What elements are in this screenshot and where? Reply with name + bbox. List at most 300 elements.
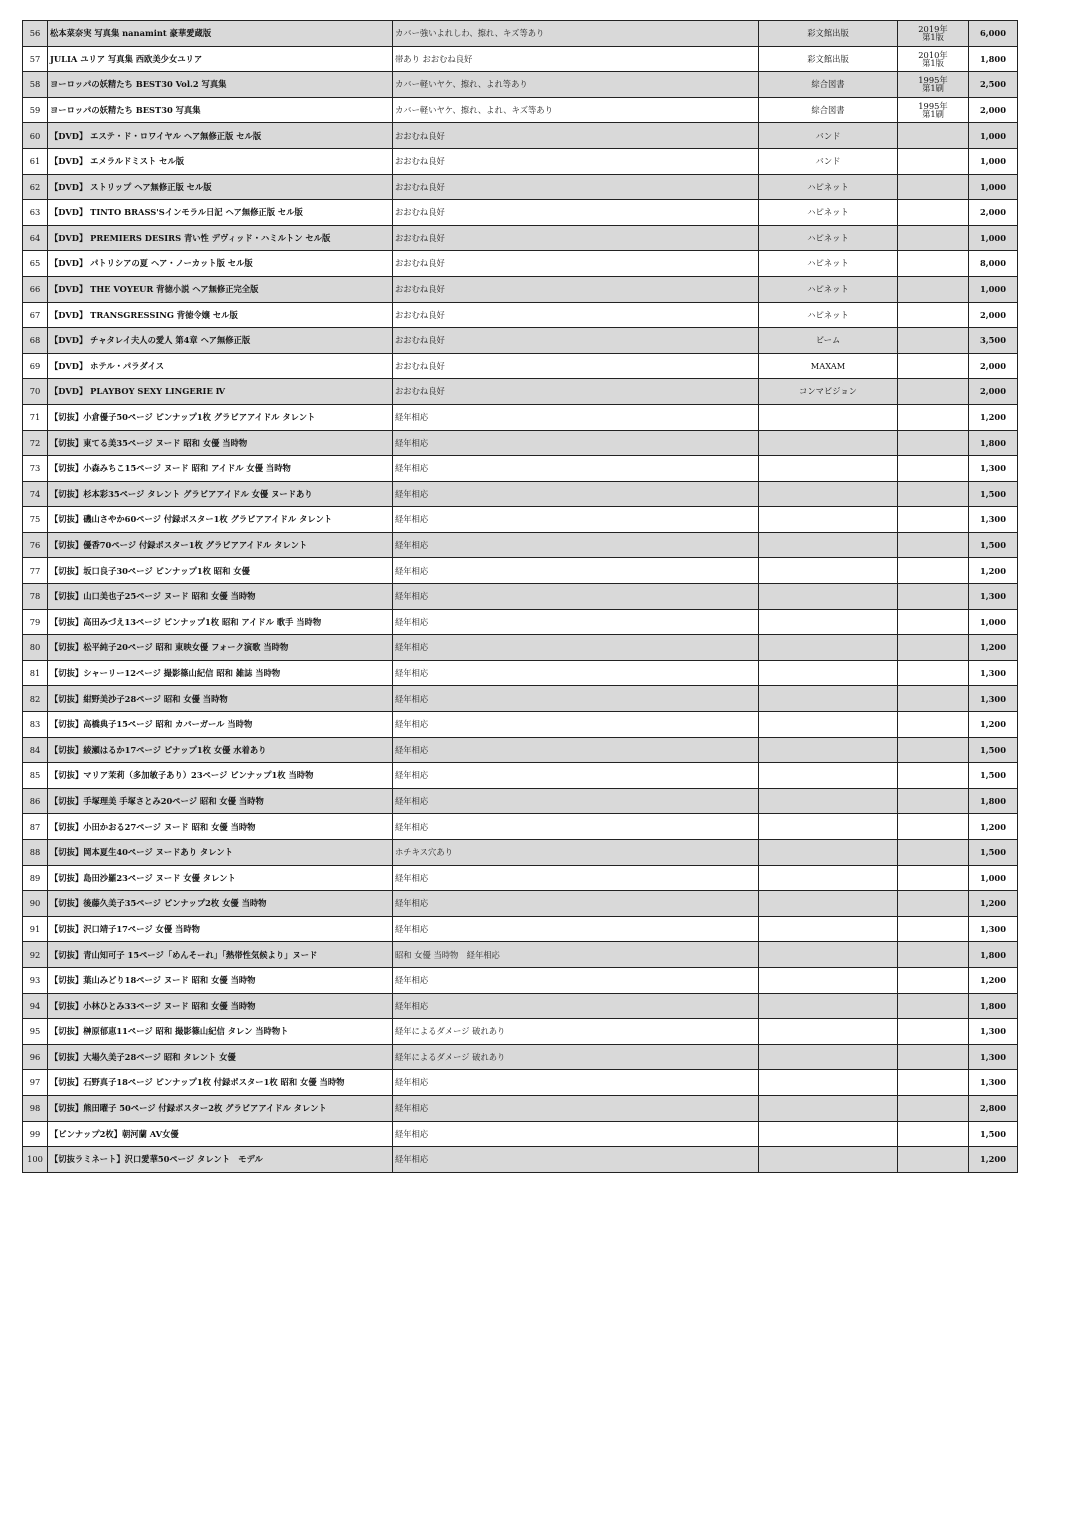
publisher-cell [759, 865, 898, 891]
edition-text: 第1刷 [922, 109, 944, 120]
table-row [23, 737, 1018, 763]
table-row [23, 507, 1018, 533]
table-row [23, 635, 1018, 661]
item-title-cell: JULIA ユリア 写真集 西欧美少女ユリア [48, 46, 393, 72]
year-edition-cell [898, 1070, 969, 1096]
price-cell: 1,300 [969, 584, 1018, 610]
item-number-cell: 91 [23, 916, 48, 942]
item-number-cell: 74 [23, 481, 48, 507]
condition-cell: おおむね良好 [393, 251, 759, 277]
year-edition-cell [898, 993, 969, 1019]
publisher-cell [759, 660, 898, 686]
item-number-cell: 90 [23, 891, 48, 917]
item-number-cell: 94 [23, 993, 48, 1019]
item-title-cell: 【DVD】 エメラルドミスト セル版 [48, 148, 393, 174]
condition-cell: おおむね良好 [393, 174, 759, 200]
year-edition-cell [898, 72, 969, 98]
table-row [23, 814, 1018, 840]
year-edition-cell [898, 1095, 969, 1121]
year-edition-cell [898, 21, 969, 47]
table-row [23, 967, 1018, 993]
condition-cell: おおむね良好 [393, 276, 759, 302]
publisher-cell [759, 430, 898, 456]
item-number-cell: 100 [23, 1147, 48, 1173]
price-cell: 1,000 [969, 148, 1018, 174]
price-cell: 1,300 [969, 916, 1018, 942]
price-cell: 1,000 [969, 174, 1018, 200]
item-title-cell: 【切抜】東てる美35ページ ヌード 昭和 女優 当時物 [48, 430, 393, 456]
item-title-cell: 【DVD】 ホテル・パラダイス [48, 353, 393, 379]
condition-cell: 経年相応 [393, 507, 759, 533]
publisher-cell [759, 609, 898, 635]
publisher-cell [759, 584, 898, 610]
item-title-cell: 【切抜】石野真子18ページ ピンナップ1枚 付録ポスター1枚 昭和 女優 当時物 [48, 1070, 393, 1096]
price-cell: 1,000 [969, 123, 1018, 149]
item-number-cell: 70 [23, 379, 48, 405]
table-row [23, 1044, 1018, 1070]
year-edition-cell [898, 916, 969, 942]
item-number-cell: 81 [23, 660, 48, 686]
year-edition-cell [898, 660, 969, 686]
item-number-cell: 92 [23, 942, 48, 968]
condition-cell: 経年相応 [393, 737, 759, 763]
table-row [23, 148, 1018, 174]
table-row [23, 660, 1018, 686]
price-cell: 1,200 [969, 967, 1018, 993]
table-row [23, 21, 1018, 47]
publisher-cell: ハピネット [759, 225, 898, 251]
price-cell: 6,000 [969, 21, 1018, 47]
condition-cell: 経年相応 [393, 456, 759, 482]
publisher-cell [759, 1095, 898, 1121]
table-row [23, 891, 1018, 917]
year-edition-cell [898, 200, 969, 226]
item-number-cell: 78 [23, 584, 48, 610]
item-title-cell: 【DVD】 ストリップ ヘア無修正版 セル版 [48, 174, 393, 200]
condition-cell: 昭和 女優 当時物 経年相応 [393, 942, 759, 968]
publisher-cell [759, 916, 898, 942]
price-cell: 1,300 [969, 456, 1018, 482]
publisher-cell: 彩文館出版 [759, 21, 898, 47]
year-edition-cell [898, 814, 969, 840]
condition-cell: 経年相応 [393, 1095, 759, 1121]
item-title-cell: 【切抜】松平純子20ページ 昭和 東映女優 フォーク演歌 当時物 [48, 635, 393, 661]
item-title-cell: 【切抜】坂口良子30ページ ピンナップ1枚 昭和 女優 [48, 558, 393, 584]
item-title-cell: 【切抜】熊田曜子 50ページ 付録ポスター2枚 グラビアアイドル タレント [48, 1095, 393, 1121]
table-row [23, 46, 1018, 72]
condition-cell: おおむね良好 [393, 379, 759, 405]
year-edition-cell [898, 1147, 969, 1173]
publisher-cell [759, 712, 898, 738]
condition-cell: 経年相応 [393, 891, 759, 917]
item-number-cell: 77 [23, 558, 48, 584]
item-number-cell: 75 [23, 507, 48, 533]
table-row [23, 123, 1018, 149]
item-number-cell: 84 [23, 737, 48, 763]
year-edition-cell [898, 302, 969, 328]
price-cell: 1,500 [969, 763, 1018, 789]
item-title-cell: 【切抜】小森みちこ15ページ ヌード 昭和 アイドル 女優 当時物 [48, 456, 393, 482]
publisher-cell [759, 635, 898, 661]
condition-cell: ホチキス穴あり [393, 840, 759, 866]
item-title-cell: 【切抜】大場久美子28ページ 昭和 タレント 女優 [48, 1044, 393, 1070]
table-row [23, 609, 1018, 635]
item-title-cell: 【切抜】綾瀬はるか17ページ ピナップ1枚 女優 水着あり [48, 737, 393, 763]
price-cell: 2,000 [969, 379, 1018, 405]
item-title-cell: 【切抜】シャーリー12ページ 撮影篠山紀信 昭和 雑誌 当時物 [48, 660, 393, 686]
table-row [23, 1121, 1018, 1147]
table-row [23, 174, 1018, 200]
table-row [23, 712, 1018, 738]
condition-cell: 経年相応 [393, 404, 759, 430]
condition-cell: 経年相応 [393, 481, 759, 507]
price-cell: 1,500 [969, 481, 1018, 507]
price-cell: 1,500 [969, 532, 1018, 558]
year-edition-cell [898, 635, 969, 661]
condition-cell: 経年相応 [393, 532, 759, 558]
item-title-cell: 【DVD】 THE VOYEUR 背徳小説 ヘア無修正完全版 [48, 276, 393, 302]
item-number-cell: 58 [23, 72, 48, 98]
table-row [23, 251, 1018, 277]
year-edition-cell [898, 967, 969, 993]
item-number-cell: 87 [23, 814, 48, 840]
publisher-cell [759, 788, 898, 814]
price-cell: 2,800 [969, 1095, 1018, 1121]
publisher-cell: 綜合図書 [759, 97, 898, 123]
table-row [23, 916, 1018, 942]
price-cell: 1,000 [969, 865, 1018, 891]
year-edition-cell [898, 865, 969, 891]
price-cell: 1,200 [969, 1147, 1018, 1173]
item-title-cell: 【切抜】小倉優子50ページ ピンナップ1枚 グラビアアイドル タレント [48, 404, 393, 430]
condition-cell: おおむね良好 [393, 148, 759, 174]
condition-cell: 経年相応 [393, 865, 759, 891]
table-row [23, 456, 1018, 482]
item-number-cell: 71 [23, 404, 48, 430]
condition-cell: カバー強いよれしわ、擦れ、キズ等あり [393, 21, 759, 47]
year-edition-cell [898, 609, 969, 635]
item-number-cell: 86 [23, 788, 48, 814]
table-row [23, 72, 1018, 98]
price-cell: 1,200 [969, 712, 1018, 738]
price-cell: 1,500 [969, 840, 1018, 866]
publisher-cell: ハピネット [759, 174, 898, 200]
publisher-cell [759, 686, 898, 712]
table-row [23, 404, 1018, 430]
table-row [23, 276, 1018, 302]
item-title-cell: 【DVD】 TINTO BRASS'Sインモラル日記 ヘア無修正版 セル版 [48, 200, 393, 226]
publisher-cell: 綜合図書 [759, 72, 898, 98]
item-number-cell: 57 [23, 46, 48, 72]
publisher-cell [759, 840, 898, 866]
item-number-cell: 99 [23, 1121, 48, 1147]
item-number-cell: 80 [23, 635, 48, 661]
condition-cell: 経年によるダメージ 破れあり [393, 1019, 759, 1045]
publisher-cell [759, 481, 898, 507]
item-number-cell: 98 [23, 1095, 48, 1121]
year-edition-cell [898, 712, 969, 738]
table-row [23, 481, 1018, 507]
publisher-cell [759, 763, 898, 789]
item-number-cell: 82 [23, 686, 48, 712]
year-edition-cell [898, 148, 969, 174]
table-row [23, 686, 1018, 712]
table-row [23, 993, 1018, 1019]
price-cell: 1,800 [969, 46, 1018, 72]
year-edition-cell [898, 788, 969, 814]
price-cell: 1,300 [969, 686, 1018, 712]
item-title-cell: 【切抜】小田かおる27ページ ヌード 昭和 女優 当時物 [48, 814, 393, 840]
item-title-cell: 【切抜】高橋典子15ページ 昭和 カバーガール 当時物 [48, 712, 393, 738]
publisher-cell: MAXAM [759, 353, 898, 379]
year-edition-cell [898, 737, 969, 763]
item-number-cell: 69 [23, 353, 48, 379]
year-edition-cell [898, 456, 969, 482]
item-number-cell: 62 [23, 174, 48, 200]
publisher-cell [759, 532, 898, 558]
table-row [23, 200, 1018, 226]
item-title-cell: 【DVD】 エステ・ド・ロワイヤル ヘア無修正版 セル版 [48, 123, 393, 149]
condition-cell: 経年相応 [393, 1070, 759, 1096]
item-title-cell: 【切抜】山口美也子25ページ ヌード 昭和 女優 当時物 [48, 584, 393, 610]
table-row [23, 558, 1018, 584]
price-cell: 3,500 [969, 328, 1018, 354]
year-edition-cell [898, 174, 969, 200]
year-edition-cell [898, 481, 969, 507]
price-cell: 1,500 [969, 1121, 1018, 1147]
item-number-cell: 73 [23, 456, 48, 482]
item-title-cell: 【切抜】優香70ページ 付録ポスター1枚 グラビアアイドル タレント [48, 532, 393, 558]
item-title-cell: 【DVD】 PLAYBOY SEXY LINGERIE Ⅳ [48, 379, 393, 405]
edition-text: 第1刷 [922, 83, 944, 94]
table-row [23, 1147, 1018, 1173]
year-edition-cell [898, 251, 969, 277]
table-row [23, 97, 1018, 123]
table-row [23, 379, 1018, 405]
item-title-cell: 【切抜ラミネート】沢口愛華50ページ タレント モデル [48, 1147, 393, 1173]
table-row [23, 1095, 1018, 1121]
publisher-cell [759, 1147, 898, 1173]
year-edition-cell [898, 430, 969, 456]
year-edition-cell [898, 225, 969, 251]
item-number-cell: 96 [23, 1044, 48, 1070]
condition-cell: 経年相応 [393, 916, 759, 942]
price-cell: 1,300 [969, 660, 1018, 686]
price-cell: 2,500 [969, 72, 1018, 98]
publisher-cell [759, 558, 898, 584]
item-number-cell: 60 [23, 123, 48, 149]
item-number-cell: 61 [23, 148, 48, 174]
publisher-cell [759, 814, 898, 840]
edition-text: 第1版 [922, 32, 944, 43]
item-number-cell: 89 [23, 865, 48, 891]
item-title-cell: 【ピンナップ2枚】朝河蘭 AV女優 [48, 1121, 393, 1147]
condition-cell: 経年相応 [393, 788, 759, 814]
year-edition-cell [898, 686, 969, 712]
item-number-cell: 56 [23, 21, 48, 47]
item-number-cell: 95 [23, 1019, 48, 1045]
price-cell: 8,000 [969, 251, 1018, 277]
table-row [23, 840, 1018, 866]
year-edition-cell [898, 404, 969, 430]
publisher-cell: ハピネット [759, 251, 898, 277]
item-number-cell: 72 [23, 430, 48, 456]
year-edition-cell [898, 97, 969, 123]
price-cell: 1,300 [969, 1044, 1018, 1070]
table-row [23, 353, 1018, 379]
condition-cell: おおむね良好 [393, 328, 759, 354]
item-title-cell: 【切抜】葉山みどり18ページ ヌード 昭和 女優 当時物 [48, 967, 393, 993]
condition-cell: 経年相応 [393, 558, 759, 584]
condition-cell: 経年相応 [393, 635, 759, 661]
publisher-cell: バンド [759, 148, 898, 174]
item-title-cell: 【切抜】島田沙羅23ページ ヌード 女優 タレント [48, 865, 393, 891]
price-cell: 1,000 [969, 276, 1018, 302]
year-edition-cell [898, 353, 969, 379]
item-number-cell: 88 [23, 840, 48, 866]
year-edition-cell [898, 584, 969, 610]
price-cell: 1,300 [969, 507, 1018, 533]
price-cell: 1,800 [969, 430, 1018, 456]
condition-cell: おおむね良好 [393, 200, 759, 226]
publisher-cell [759, 456, 898, 482]
year-edition-cell [898, 46, 969, 72]
table-body [23, 21, 1018, 1173]
publisher-cell [759, 891, 898, 917]
year-edition-cell [898, 891, 969, 917]
year-edition-cell [898, 1019, 969, 1045]
condition-cell: 経年相応 [393, 660, 759, 686]
year-edition-cell [898, 1044, 969, 1070]
item-number-cell: 97 [23, 1070, 48, 1096]
year-edition-cell [898, 123, 969, 149]
condition-cell: おおむね良好 [393, 123, 759, 149]
table-row [23, 865, 1018, 891]
publisher-cell [759, 507, 898, 533]
condition-cell: 経年相応 [393, 1147, 759, 1173]
condition-cell: カバー軽いヤケ、擦れ、よれ等あり [393, 72, 759, 98]
publisher-cell: ハピネット [759, 276, 898, 302]
price-cell: 1,500 [969, 737, 1018, 763]
price-cell: 1,300 [969, 1070, 1018, 1096]
condition-cell: おおむね良好 [393, 225, 759, 251]
year-edition-cell [898, 840, 969, 866]
year-edition-cell [898, 942, 969, 968]
condition-cell: 帯あり おおむね良好 [393, 46, 759, 72]
year-edition-cell [898, 763, 969, 789]
price-cell: 1,200 [969, 814, 1018, 840]
publisher-cell: 彩文館出版 [759, 46, 898, 72]
item-title-cell: 【切抜】青山知可子 15ページ「めんそーれ」「熱帯性気候より」ヌード [48, 942, 393, 968]
edition-text: 第1版 [922, 57, 944, 68]
price-cell: 1,800 [969, 993, 1018, 1019]
item-number-cell: 93 [23, 967, 48, 993]
year-edition-cell [898, 558, 969, 584]
table-row [23, 225, 1018, 251]
year-edition-cell [898, 507, 969, 533]
condition-cell: 経年相応 [393, 430, 759, 456]
publisher-cell: バンド [759, 123, 898, 149]
item-number-cell: 79 [23, 609, 48, 635]
table-row [23, 302, 1018, 328]
item-title-cell: 【切抜】マリア茉莉（多加敏子あり）23ページ ピンナップ1枚 当時物 [48, 763, 393, 789]
item-title-cell: 【切抜】後藤久美子35ページ ピンナップ2枚 女優 当時物 [48, 891, 393, 917]
item-number-cell: 64 [23, 225, 48, 251]
publisher-cell: ビーム [759, 328, 898, 354]
item-number-cell: 59 [23, 97, 48, 123]
table-row [23, 1019, 1018, 1045]
condition-cell: 経年相応 [393, 967, 759, 993]
condition-cell: 経年相応 [393, 814, 759, 840]
condition-cell: 経年相応 [393, 584, 759, 610]
table-row [23, 532, 1018, 558]
condition-cell: カバー軽いヤケ、擦れ、よれ、キズ等あり [393, 97, 759, 123]
year-text: 2010年 [918, 49, 948, 60]
item-title-cell: 【切抜】手塚理美 手塚さとみ20ページ 昭和 女優 当時物 [48, 788, 393, 814]
item-title-cell: 【切抜】榊原郁恵11ページ 昭和 撮影篠山紀信 タレン 当時物ト [48, 1019, 393, 1045]
publisher-cell: コンマビジョン [759, 379, 898, 405]
condition-cell: 経年によるダメージ 破れあり [393, 1044, 759, 1070]
price-cell: 2,000 [969, 200, 1018, 226]
inventory-table [22, 20, 1018, 1173]
price-cell: 1,800 [969, 788, 1018, 814]
item-title-cell: 【DVD】 パトリシアの夏 ヘア・ノーカット版 セル版 [48, 251, 393, 277]
publisher-cell [759, 1121, 898, 1147]
publisher-cell [759, 967, 898, 993]
item-title-cell: 【切抜】高田みづえ13ページ ピンナップ1枚 昭和 アイドル 歌手 当時物 [48, 609, 393, 635]
item-title-cell: 【切抜】岡本夏生40ページ ヌードあり タレント [48, 840, 393, 866]
condition-cell: 経年相応 [393, 686, 759, 712]
item-title-cell: 【切抜】磯山さやか60ページ 付録ポスター1枚 グラビアアイドル タレント [48, 507, 393, 533]
condition-cell: 経年相応 [393, 712, 759, 738]
item-title-cell: ヨーロッパの妖精たち BEST30 Vol.2 写真集 [48, 72, 393, 98]
item-title-cell: 【DVD】 TRANSGRESSING 背徳令嬢 セル版 [48, 302, 393, 328]
year-edition-cell [898, 379, 969, 405]
publisher-cell [759, 1044, 898, 1070]
publisher-cell [759, 1070, 898, 1096]
table-row [23, 430, 1018, 456]
item-title-cell: 松本菜奈実 写真集 nanamint 豪華愛蔵版 [48, 21, 393, 47]
publisher-cell [759, 404, 898, 430]
table-row [23, 942, 1018, 968]
item-number-cell: 83 [23, 712, 48, 738]
item-title-cell: 【切抜】紺野美沙子28ページ 昭和 女優 当時物 [48, 686, 393, 712]
condition-cell: 経年相応 [393, 609, 759, 635]
item-number-cell: 68 [23, 328, 48, 354]
publisher-cell [759, 993, 898, 1019]
table-row [23, 328, 1018, 354]
publisher-cell: ハピネット [759, 302, 898, 328]
price-cell: 1,000 [969, 225, 1018, 251]
year-text: 1995年 [918, 100, 948, 111]
year-text: 2019年 [918, 24, 948, 34]
item-number-cell: 67 [23, 302, 48, 328]
publisher-cell [759, 942, 898, 968]
price-cell: 1,300 [969, 1019, 1018, 1045]
price-cell: 1,200 [969, 635, 1018, 661]
item-title-cell: 【切抜】沢口靖子17ページ 女優 当時物 [48, 916, 393, 942]
item-number-cell: 85 [23, 763, 48, 789]
table-row [23, 788, 1018, 814]
year-edition-cell [898, 532, 969, 558]
price-cell: 2,000 [969, 302, 1018, 328]
condition-cell: 経年相応 [393, 763, 759, 789]
condition-cell: 経年相応 [393, 1121, 759, 1147]
year-edition-cell [898, 276, 969, 302]
item-number-cell: 65 [23, 251, 48, 277]
table-row [23, 1070, 1018, 1096]
year-edition-cell [898, 328, 969, 354]
